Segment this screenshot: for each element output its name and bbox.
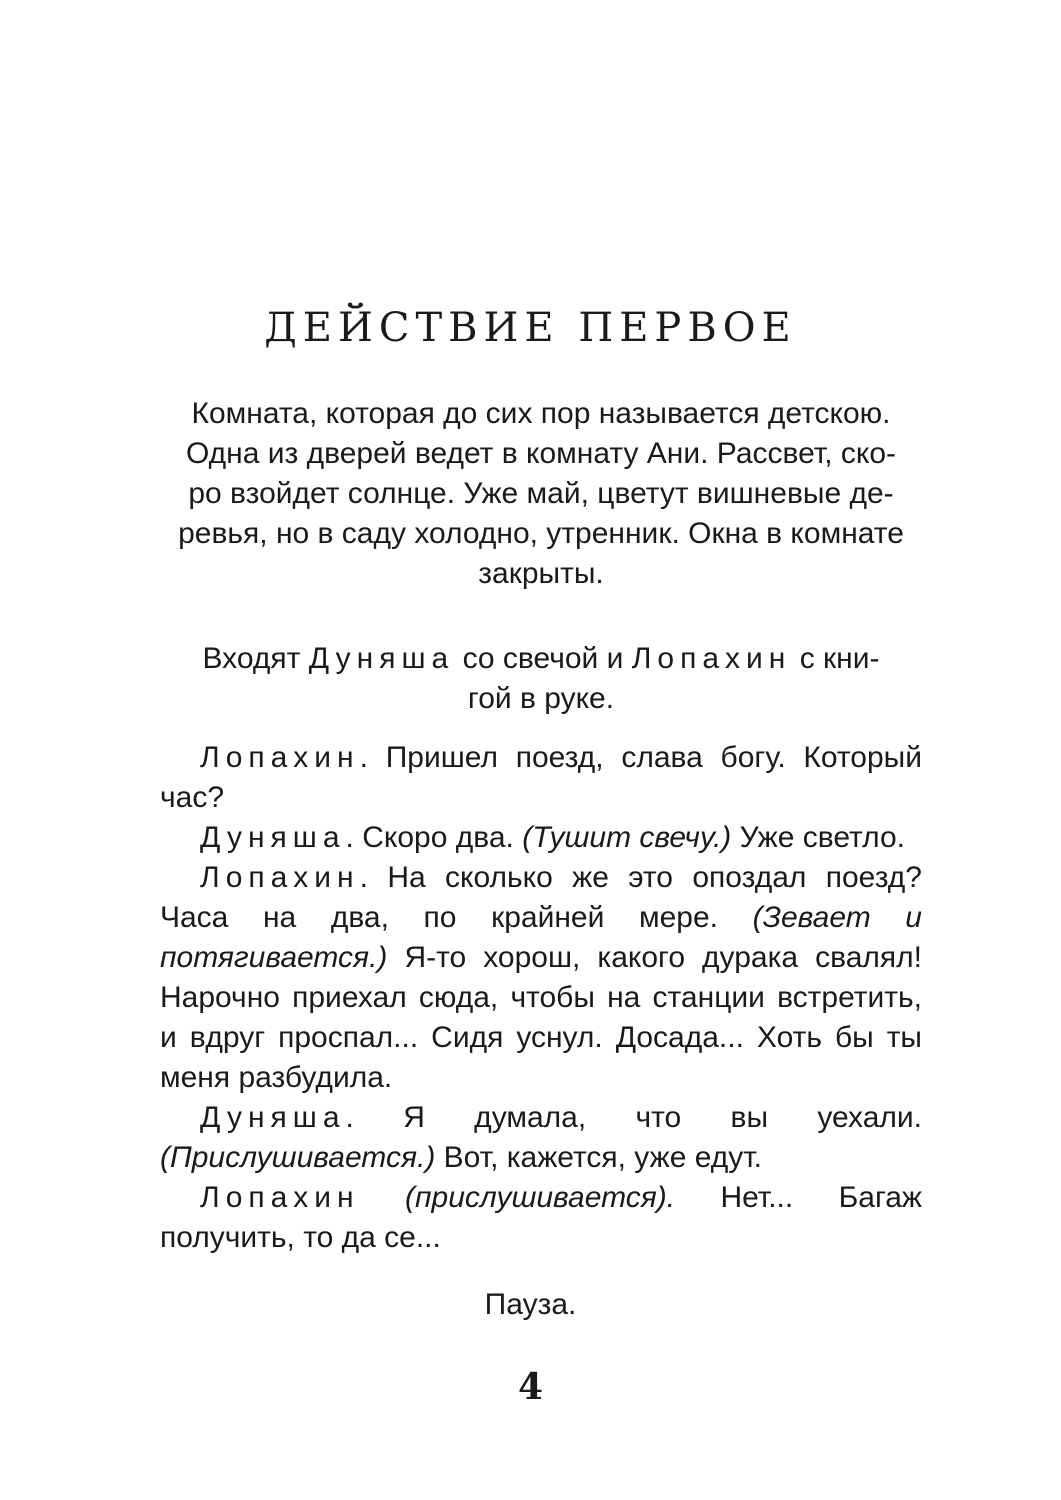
character-name: Дуняша [308, 642, 455, 675]
entrance-line: гой в руке. [467, 682, 615, 715]
stage-description-line: Комната, которая до сих пор называется детскою. [191, 397, 891, 430]
speaker-name: Лопахин [200, 1181, 360, 1214]
stage-description-line: ревья, но в саду холодно, утренник. Окна в комнате [178, 517, 904, 550]
speaker-name: Дуняша [200, 821, 346, 854]
act-heading: ДЕЙСТВИЕ ПЕРВОЕ [264, 305, 797, 351]
dialogue-line [160, 1098, 922, 1178]
stage-description-line: Одна из дверей ведет в комнату Ани. Рассвет, ско- [185, 437, 897, 470]
speech-text: . Скоро два. [345, 821, 523, 854]
speaker-name: Лопахин [200, 861, 360, 894]
dialogue [160, 738, 922, 1258]
speech-text: Я-то хорош, какого дурака свалял! Нарочно приехал сюда, чтобы на станции встретить, и вдруг проспал... Сидя уснул. Досада... Хоть бы ты меня разбудила. [160, 941, 922, 1094]
dialogue-line [160, 738, 922, 818]
speech-text: . Пришел поезд, слава богу. Который час? [160, 741, 922, 814]
stage-description-line: ро взойдет солнце. Уже май, цветут вишневые де- [188, 477, 894, 510]
entrance-text: с кни- [791, 642, 880, 675]
stage-direction: (Прислушивается.) [160, 1141, 436, 1174]
speech-text: . На сколько же это опоздал поезд? Часа на два, по крайней мере. [160, 861, 922, 934]
page-number: 4 [517, 1366, 544, 1408]
pause-direction: Пауза. [484, 1288, 577, 1321]
speech-text: Нет... Багаж получить, то да се... [160, 1181, 922, 1254]
speech-text: Уже светло. [731, 821, 905, 854]
stage-direction: (Зевает и потягивается.) [160, 901, 922, 974]
stage-direction: (прислушивается). [405, 1181, 676, 1214]
speech-text: . Я думала, что вы уехали. [345, 1101, 922, 1134]
stage-description-line: закрыты. [478, 557, 604, 590]
entrance-direction [160, 639, 922, 719]
entrance-text: Входят [202, 642, 309, 675]
entrance-line [160, 639, 922, 679]
character-name: Лопахин [631, 642, 792, 675]
stage-description [160, 394, 922, 594]
speaker-name: Лопахин [200, 741, 360, 774]
stage-direction: (Тушит свечу.) [522, 821, 732, 854]
speech-text: Вот, кажется, уже едут. [435, 1141, 763, 1174]
speaker-name: Дуняша [200, 1101, 346, 1134]
dialogue-line [160, 1178, 922, 1258]
dialogue-line [160, 858, 922, 1098]
dialogue-line [160, 818, 922, 858]
entrance-text: со свечой и [454, 642, 632, 675]
